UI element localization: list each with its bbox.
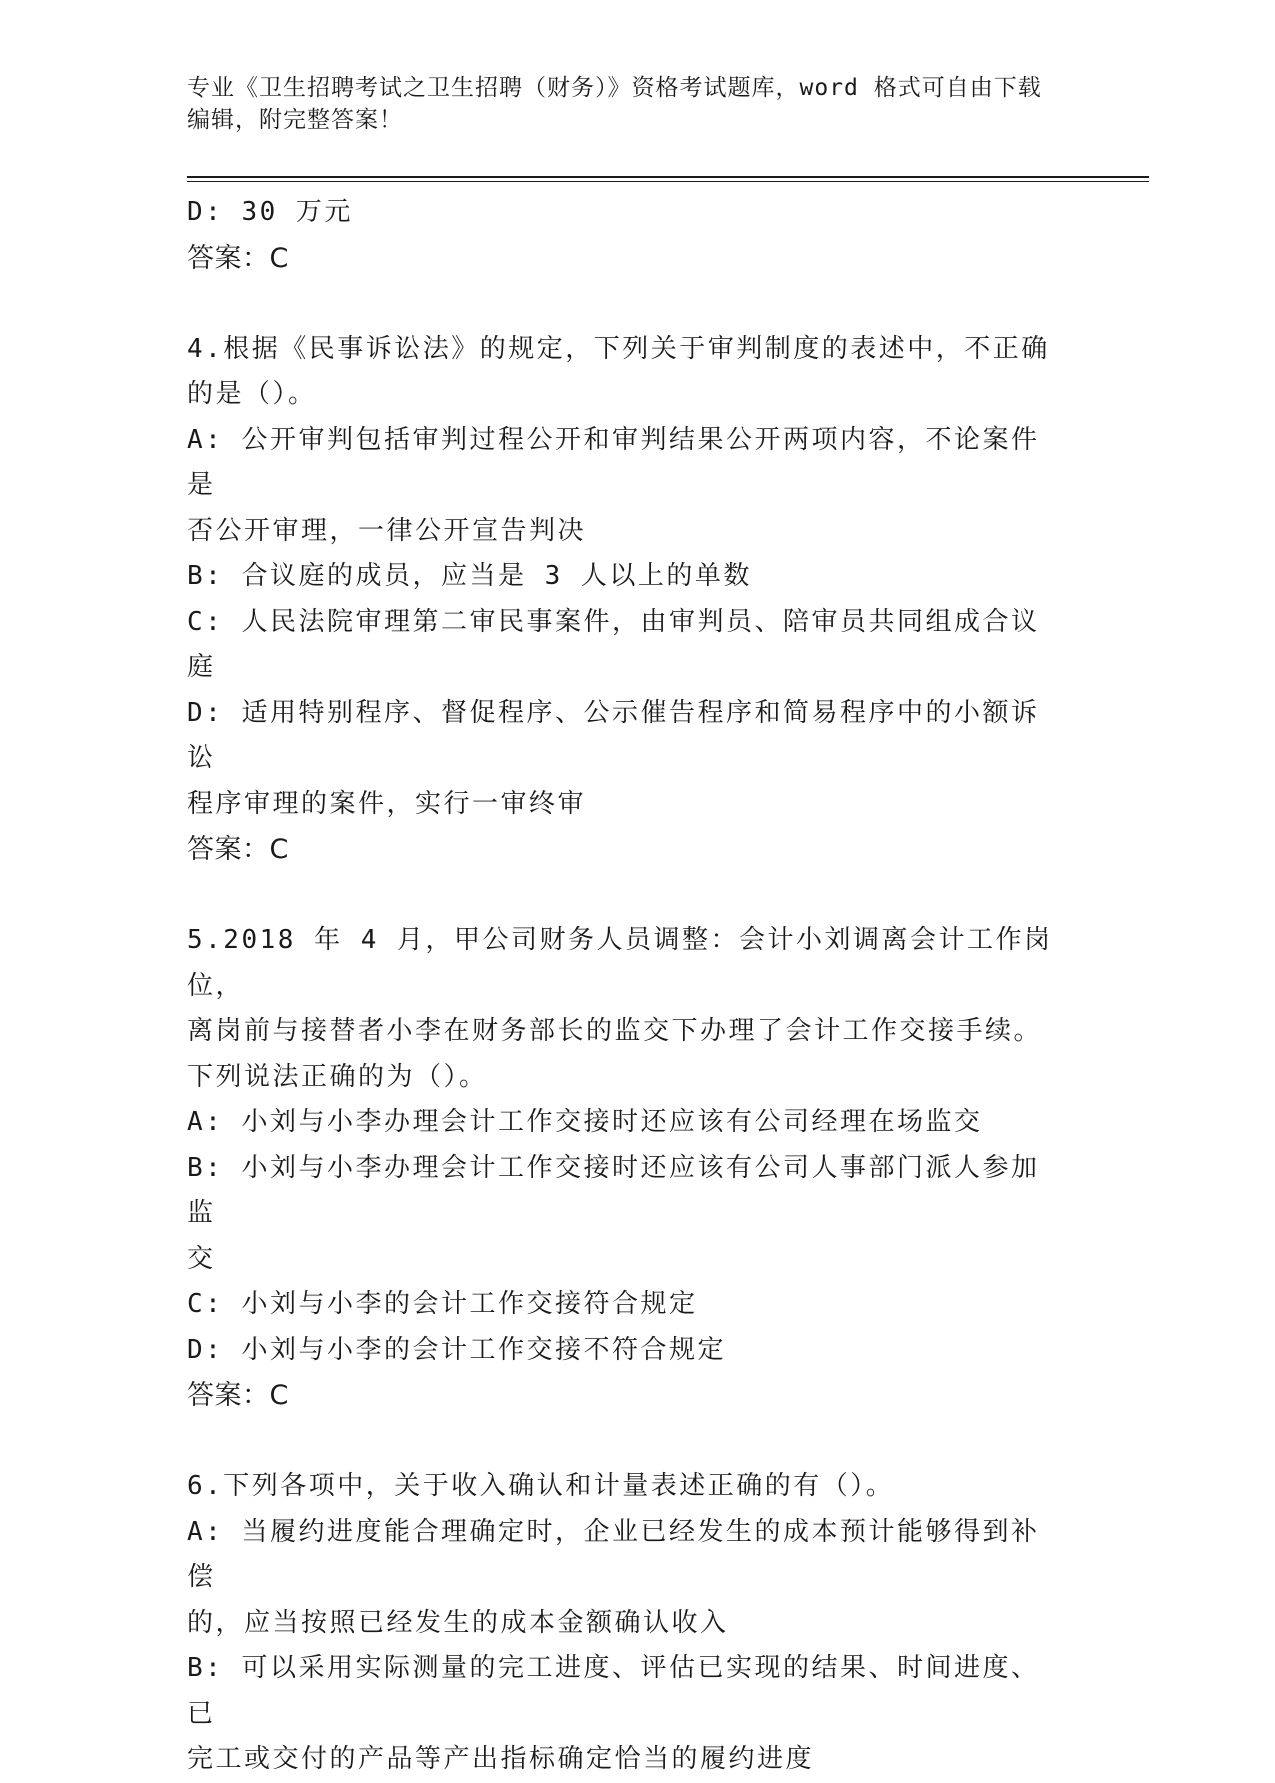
header-divider-thick: [187, 176, 1149, 178]
spacer: [187, 281, 1067, 327]
spacer: [187, 1419, 1067, 1465]
answer: 答案：C: [187, 834, 289, 865]
answer: 答案：C: [187, 242, 289, 274]
spacer: [187, 873, 1067, 919]
option-c: C: 小刘与小李的会计工作交接符合规定: [187, 1289, 698, 1319]
question-3-tail: [187, 190, 1067, 281]
question-4: [187, 327, 1067, 873]
option-b: B: 小刘与小李办理会计工作交接时还应该有公司人事部门派人参加监: [187, 1152, 1040, 1228]
option-a: A: 当履约进度能合理确定时，企业已经发生的成本预计能够得到补偿: [187, 1516, 1040, 1592]
option-d: D: 30 万元: [187, 197, 353, 227]
question-stem: 离岗前与接替者小李在财务部长的监交下办理了会计工作交接手续。: [187, 1016, 1043, 1046]
question-stem: 下列说法正确的为（）。: [187, 1061, 488, 1092]
option-c: C: 人民法院审理第二审民事案件，由审判员、陪审员共同组成合议庭: [187, 606, 1040, 682]
question-list: [187, 190, 1067, 1783]
header-line-1: 专业《卫生招聘考试之卫生招聘（财务）》资格考试题库，word 格式可自由下载: [187, 75, 1042, 101]
question-stem: 5.2018 年 4 月，甲公司财务人员调整：会计小刘调离会计工作岗位，: [187, 925, 1053, 1001]
option-b: 交: [187, 1243, 216, 1274]
document-header: [187, 72, 1067, 136]
question-6: [187, 1464, 1067, 1783]
question-stem: 6.下列各项中，关于收入确认和计量表述正确的有（）。: [187, 1471, 895, 1501]
question-stem: 4.根据《民事诉讼法》的规定，下列关于审判制度的表述中，不正确: [187, 333, 1050, 364]
option-d: 程序审理的案件，实行一审终审: [187, 788, 587, 819]
option-d: D: 小刘与小李的会计工作交接不符合规定: [187, 1334, 726, 1365]
option-b: B: 可以采用实际测量的完工进度、评估已实现的结果、时间进度、已: [187, 1653, 1040, 1729]
answer: 答案：C: [187, 1380, 289, 1411]
option-b: 完工或交付的产品等产出指标确定恰当的履约进度: [187, 1744, 815, 1774]
option-a: 否公开审理，一律公开宣告判决: [187, 515, 587, 546]
question-stem: 的是（）。: [187, 379, 317, 409]
question-5: [187, 918, 1067, 1419]
option-d: D: 适用特别程序、督促程序、公示催告程序和简易程序中的小额诉讼: [187, 697, 1040, 773]
option-b: B: 合议庭的成员，应当是 3 人以上的单数: [187, 561, 752, 591]
option-a: 的，应当按照已经发生的成本金额确认收入: [187, 1607, 729, 1638]
header-line-2: 编辑，附完整答案！: [187, 107, 403, 133]
option-a: A: 小刘与小李办理会计工作交接时还应该有公司经理在场监交: [187, 1107, 983, 1137]
header-divider-thin: [187, 181, 1149, 182]
option-a: A: 公开审判包括审判过程公开和审判结果公开两项内容，不论案件是: [187, 424, 1040, 500]
